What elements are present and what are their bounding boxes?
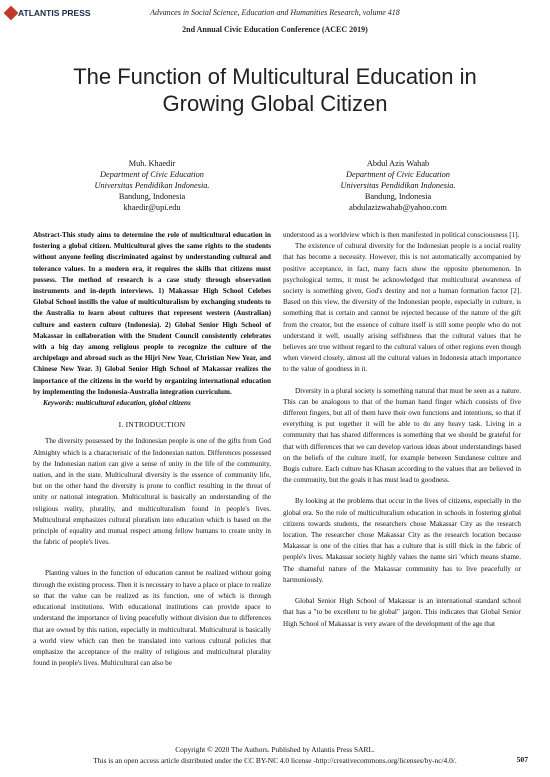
- publisher-logo-text: ATLANTIS PRESS: [18, 8, 91, 18]
- journal-title: Advances in Social Science, Education and Humanities Research, volume 418: [150, 8, 400, 17]
- body-paragraph: The existence of cultural diversity for the Indonesian people is a social reality that has become a necessity. However, this is not automatically accompanied by positive acceptance, in fact, many facts show the opposite phenomenon. In psychological terms, it must be acknowledged that multicultural awareness of society is something given, God's destiny and not a human formation factor [2]. Based on this view, the diversity of the Indonesian people, especially in culture, is something that is certain and cannot be rejected because of the nature of the gift from the creator, but the essence of culture itself is still some people who do not understand it well, usually arising selfishness that the cultural values that he believes are true without regard to the cultural values of other regions even though when viewed closely, almost all the cultural values in Indonesia attach importance to the value of goodness in it.: [283, 242, 521, 374]
- body-paragraph: understood as a worldview which is then manifested in political consciousness [1].: [283, 231, 520, 239]
- author-department: Department of Civic Education: [346, 170, 450, 179]
- author-location: Bandung, Indonesia: [118, 192, 186, 201]
- body-paragraph: Global Senior High School of Makassar is an international standard school that has a "to be excellent to be global" jargon. This indicates that Global Senior High School of Makassar is very aware of the development of the age that: [283, 597, 521, 628]
- copyright-notice: Copyright © 2020 The Authors. Published by Atlantis Press SARL.: [175, 745, 375, 754]
- abstract: Abstract-This study aims to determine the role of multicultural education in fostering a global citizen. Multicultural gives the same rights to the students without anyone feeling discriminated against by understanding cultural and tolerance values. In a modern era, it requires the skills that citizens must possess. The method of research is a case study through observation instruments and in-depth interviews. 1) Makassar High School Celebes Global School instills the value of multiculturalism by exchanging students to the Australia to learn about cultures that represent western (Australian) culture and eastern culture (Indonesia). 2) Global Senior High School of Makassar in collaboration with the Student Council consistently celebrates with a big day among religious people to recognize the culture of the archipelago and abroad such as the Hijri New Year, Christian New Year, and Chinese New Year. 3) Global Senior High School of Makassar realizes the importance of the citizens in the world by organizing international education by implementing the Indonesia-Australia integration curriculum.: [33, 231, 271, 396]
- author-name: Abdul Azis Wahab: [366, 159, 430, 168]
- conference-name: 2nd Annual Civic Education Conference (ACEC 2019): [182, 25, 368, 34]
- body-paragraph: By looking at the problems that occur in the lives of citizens, especially in the global era. So the role of multiculturalism education in schools in fostering global citizens towards students, the researchers chose Makassar City as the research location. The researcher chose Makassar City as the research location because Makassar is one of the cities that has a culture that is still thick in the fabric of people's lives. Makassar society highly values the name siri 'which means shame. The shameful nature of the Makassar community has to live peacefully or harmoniously.: [283, 497, 521, 584]
- license-notice: This is an open access article distributed under the CC BY-NC 4.0 license -http://creativecommons.org/licenses/by-nc/4.0/.: [93, 756, 457, 765]
- body-paragraph: Planting values in the function of education cannot be realized without going through the existing process. Then it is necessary to have a place or place to realize so that the value can be realized as its function, one of which is through educational institutions. With educational institutions can provide space to understand the importance of living peacefully without division due to differences that are owned by this nation, especially in multicultural. Multicultural is basically a world view which can then be translated into various cultural policies that emphasize the acceptance of the reality of religious and multicultural plurality found in people's lives. Multicultural can also be: [33, 569, 271, 668]
- author-name: Muh. Khaedir: [128, 159, 176, 168]
- author-email: khaedir@upi.edu: [123, 203, 181, 212]
- author-department: Department of Civic Education: [100, 170, 204, 179]
- body-paragraph: Diversity in a plural society is something natural that must be seen as a nature. This can be analogous to that of the human hand finger which consists of five different fingers, but all of them have their own functions and intentions, so that if everything is put together it will be able to do any heavy task. Living in a community that has shared differences is something that we should be grateful for that with differences that we can develop various ideas about understandings based on the beliefs of the culture itself, for example between Sundanese culture and Bugis culture. Each culture has Khasan according to the values that are believed in the community, but the goals it has must lead to goodness.: [283, 386, 521, 485]
- section-heading: I. INTRODUCTION: [118, 420, 186, 430]
- paper-title: The Function of Multicultural Education in Growing Global Citizen: [73, 64, 477, 116]
- author-university: Universitas Pendidikan Indonesia.: [94, 181, 210, 190]
- author-email: abdulazizwahab@yahoo.com: [349, 203, 447, 212]
- keywords: Keywords: multicultural education, global citizens: [43, 399, 191, 408]
- body-paragraph: The diversity possessed by the Indonesian people is one of the gifts from God Almighty which is a characteristic of the Indonesian nation. Differences possessed by the Indonesian nation can give a sense of unity in the life of the community, nation, and in the state. Multicultural diversity is the essence of community life, but on the other hand the diversity is prone to conflict resulting in the threat of unity or national integration. Multicultural is basically an understanding of the religious reality, plurality, and multiculturalism found in people's lives. Multicultural emphasizes cultural pluralism into education which is based on the principle of equality and mutual respect among fellow humans to create unity in the fabric of people's lives.: [33, 437, 271, 547]
- left-column: [33, 230, 271, 669]
- page-number: 507: [516, 755, 528, 764]
- author-location: Bandung, Indonesia: [364, 192, 432, 201]
- author-block: [52, 158, 252, 213]
- author-university: Universitas Pendidikan Indonesia.: [340, 181, 456, 190]
- author-block: [298, 158, 498, 213]
- right-column: [283, 230, 521, 630]
